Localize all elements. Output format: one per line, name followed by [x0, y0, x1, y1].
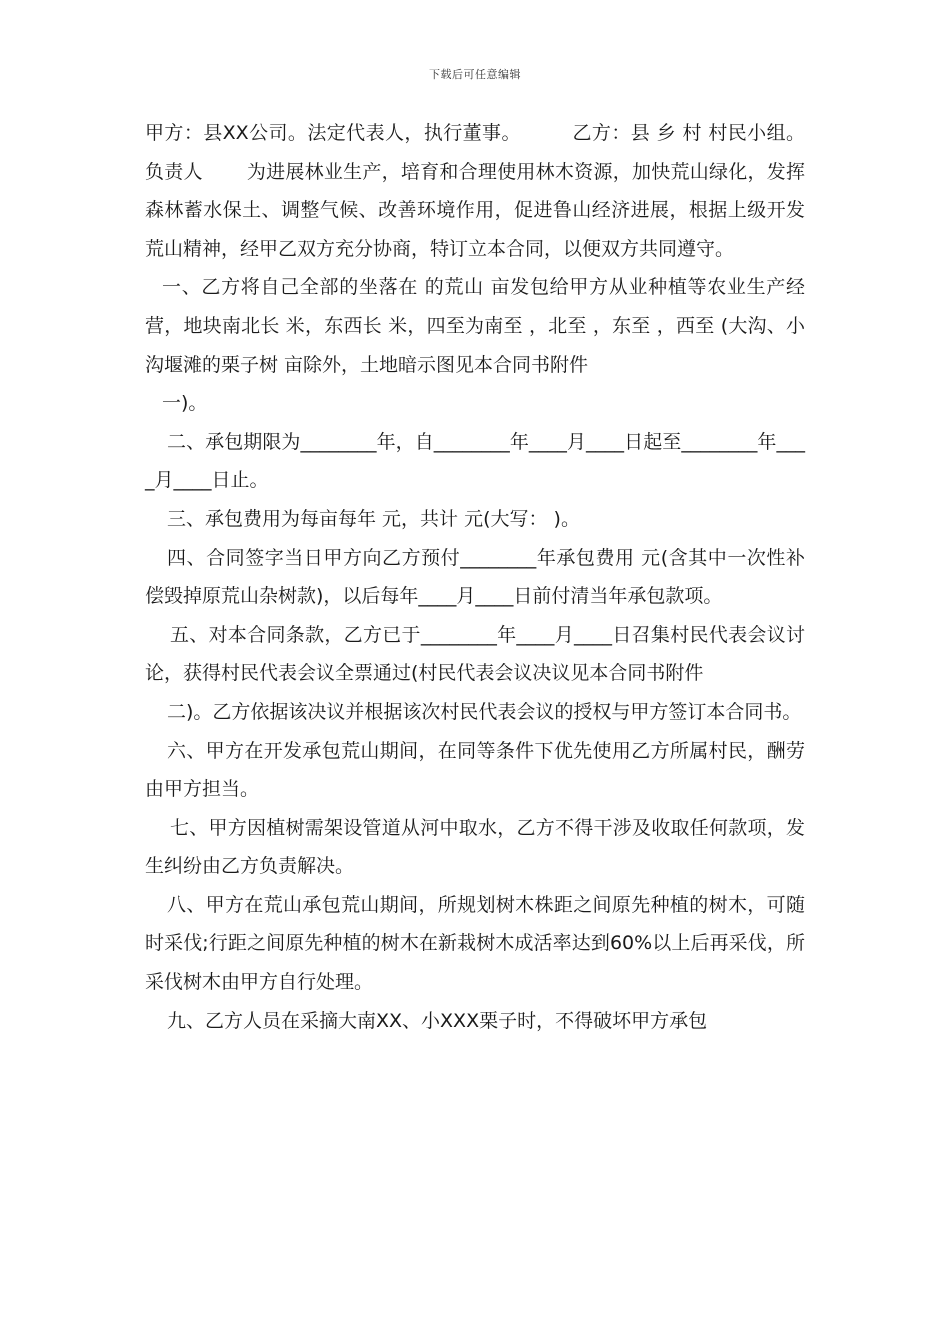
paragraph-clause-2: 二、承包期限为________年，自________年____月____日起至________年____月____日止。 [145, 430, 805, 492]
paragraph-parties: 甲方：县XX公司。法定代表人，执行董事。 乙方：县 乡 村 村民小组。负责人 为进展林业生产，培育和合理使用林木资源，加快荒山绿化，发挥森林蓄水保土、调整气候、改善环境作用，促进鲁山经济进展，根据上级开发荒山精神，经甲乙双方充分协商，特订立本合同，以便双方共同遵守。 [145, 122, 805, 260]
paragraph-clause-8: 八、甲方在荒山承包荒山期间，所规划树木株距之间原先种植的树木，可随时采伐;行距之间原先种植的树木在新栽树木成活率达到60%以上后再采伐，所采伐树木由甲方自行处理。 [145, 893, 805, 994]
paragraph-clause-4: 四、合同签字当日甲方向乙方预付________年承包费用 元(含其中一次性补偿毁掉原荒山杂树款)，以后每年____月____日前付清当年承包款项。 [145, 546, 805, 608]
paragraph-clause-1: 一、乙方将自己全部的坐落在 的荒山 亩发包给甲方从业种植等农业生产经营，地块南北长 米，东西长 米，四至为南至 ，北至 ，东至 ，西至 (大沟、小沟堰滩的栗子树 亩除外，土地暗示图见本合同书附件 [145, 276, 805, 376]
paragraph-clause-3: 三、承包费用为每亩每年 元，共计 元(大写： )。 [167, 507, 580, 530]
paragraph-clause-1-end: 一)。 [162, 392, 208, 415]
paragraph-clause-6: 六、甲方在开发承包荒山期间，在同等条件下优先使用乙方所属村民，酬劳由甲方担当。 [145, 739, 805, 801]
paragraph-clause-7: 七、甲方因植树需架设管道从河中取水，乙方不得干涉及收取任何款项，发生纠纷由乙方负责解决。 [145, 816, 805, 878]
page-header: 下载后可任意编辑 [429, 68, 521, 81]
paragraph-clause-5-end: 二)。乙方依据该决议并根据该次村民代表会议的授权与甲方签订本合同书。 [167, 700, 802, 723]
paragraph-clause-5: 五、对本合同条款，乙方已于________年____月____日召集村民代表会议讨论，获得村民代表会议全票通过(村民代表会议决议见本合同书附件 [145, 623, 805, 685]
paragraph-clause-9: 九、乙方人员在采摘大南XX、小XXX栗子时，不得破坏甲方承包 [167, 1009, 708, 1032]
document-body [145, 114, 805, 1040]
